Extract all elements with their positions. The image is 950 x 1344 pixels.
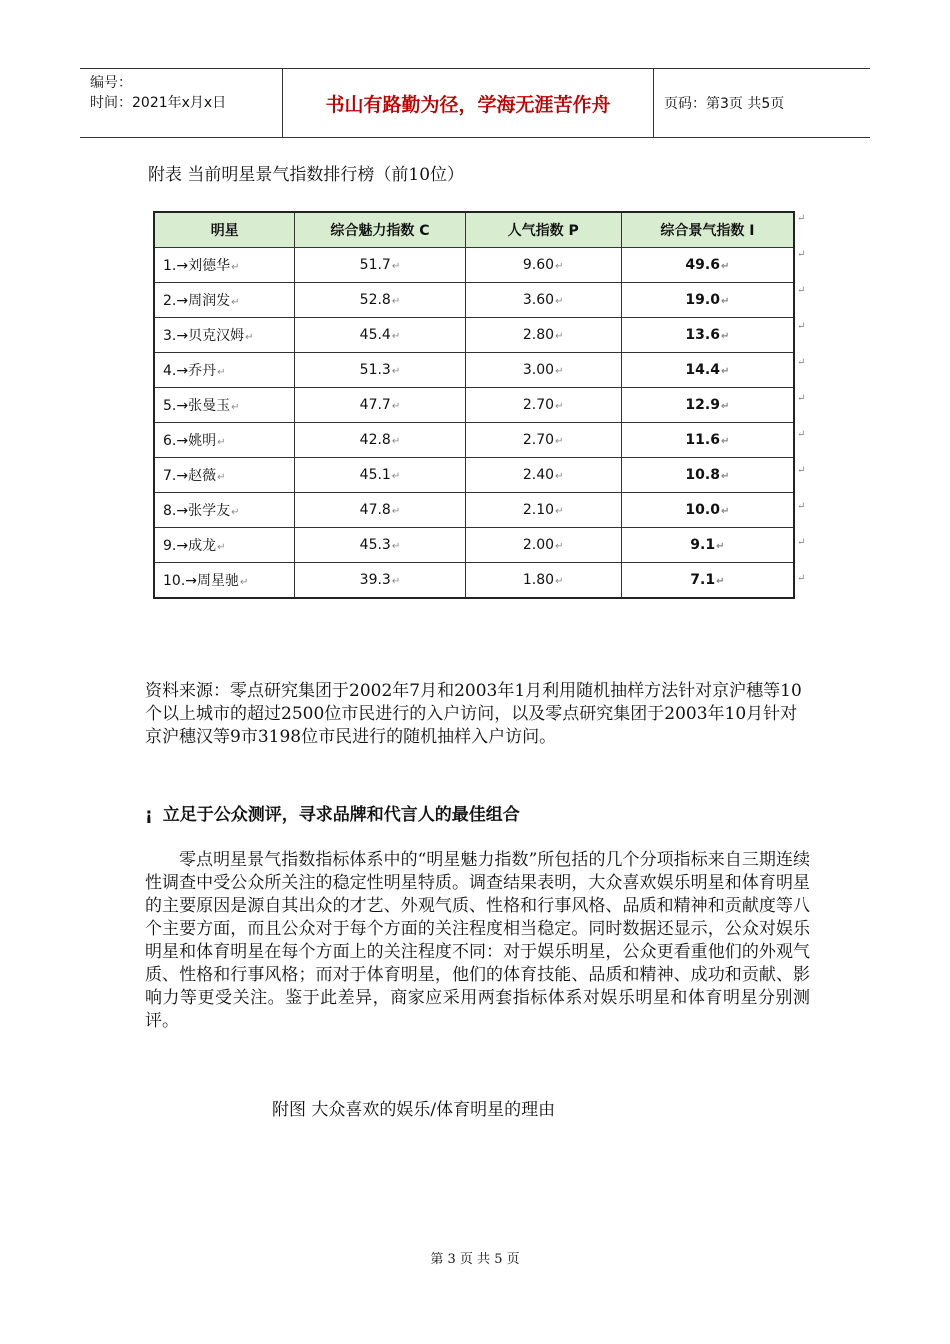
cell-overall: 49.6↵ — [621, 248, 794, 283]
table-row — [154, 353, 794, 388]
cell-overall: 10.8↵ — [621, 458, 794, 493]
paragraph-mark-icon: ↵ — [391, 576, 401, 587]
paragraph-mark-icon: ↵ — [231, 297, 240, 308]
paragraph-mark-icon: ↵ — [716, 541, 725, 552]
section-heading — [145, 800, 520, 825]
table-row — [154, 318, 794, 353]
cell-overall: 19.0↵ — [621, 283, 794, 318]
cell-overall: 13.6↵ — [621, 318, 794, 353]
paragraph-mark-icon: ↵ — [231, 507, 240, 518]
paragraph-mark-icon: ↵ — [555, 401, 564, 412]
paragraph-mark-icon: ↵ — [391, 366, 401, 377]
cell-overall: 9.1↵ — [621, 528, 794, 563]
paragraph-mark-icon: ↵ — [720, 366, 730, 377]
cell-star: 2.→周润发↵ — [154, 283, 295, 318]
table-row — [154, 283, 794, 318]
header-charm-index: 综合魅力指数 C — [295, 212, 465, 248]
cell-popularity: 2.40↵ — [465, 458, 621, 493]
cell-popularity: 2.70↵ — [465, 423, 621, 458]
row-end-mark-icon: ↵ — [797, 465, 806, 476]
cell-overall: 11.6↵ — [621, 423, 794, 458]
cell-charm: 45.1↵ — [295, 458, 465, 493]
cell-popularity: 2.80↵ — [465, 318, 621, 353]
paragraph-mark-icon: ↵ — [217, 472, 226, 483]
row-end-mark-icon: ↵ — [797, 501, 806, 512]
paragraph-mark-icon: ↵ — [217, 542, 226, 553]
cell-star: 9.→成龙↵ — [154, 528, 295, 563]
cell-charm: 45.4↵ — [295, 318, 465, 353]
cell-charm: 42.8↵ — [295, 423, 465, 458]
paragraph-mark-icon: ↵ — [391, 506, 401, 517]
paragraph-mark-icon: ↵ — [231, 262, 240, 273]
figure-caption: 附图 大众喜欢的娱乐/体育明星的理由 — [272, 1100, 556, 1120]
cell-popularity: 2.70↵ — [465, 388, 621, 423]
table-row — [154, 528, 794, 563]
header-overall-index: 综合景气指数 I — [621, 212, 794, 248]
row-end-mark-icon: ↵ — [797, 537, 806, 548]
cell-overall: 10.0↵ — [621, 493, 794, 528]
paragraph-mark-icon: ↵ — [555, 436, 564, 447]
paragraph-mark-icon: ↵ — [240, 577, 249, 588]
cell-star: 10.→周星驰↵ — [154, 563, 295, 599]
paragraph-mark-icon: ↵ — [555, 261, 564, 272]
table-row — [154, 458, 794, 493]
header-star: 明星 — [154, 212, 295, 248]
header-number: 编号： — [90, 75, 132, 91]
header-meta — [80, 69, 282, 137]
paragraph-mark-icon: ↵ — [231, 402, 240, 413]
paragraph-mark-icon: ↵ — [555, 576, 564, 587]
table-header-row — [154, 212, 794, 248]
paragraph-mark-icon: ↵ — [555, 506, 564, 517]
page-footer: 第 3 页 共 5 页 — [430, 1252, 520, 1267]
cell-overall: 7.1↵ — [621, 563, 794, 599]
table-row — [154, 388, 794, 423]
cell-popularity: 1.80↵ — [465, 563, 621, 599]
cell-popularity: 2.10↵ — [465, 493, 621, 528]
paragraph-mark-icon: ↵ — [720, 471, 730, 482]
paragraph-mark-icon: ↵ — [555, 296, 564, 307]
table-row — [154, 423, 794, 458]
header-time: 时间：2021年x月x日 — [90, 95, 227, 111]
bullet-glyph: ¡ — [145, 805, 153, 825]
cell-overall: 14.4↵ — [621, 353, 794, 388]
row-end-mark-icon: ↵ — [797, 393, 806, 404]
paragraph-mark-icon: ↵ — [555, 541, 564, 552]
paragraph-mark-icon: ↵ — [720, 296, 730, 307]
row-end-mark-icon: ↵ — [797, 357, 806, 368]
paragraph-mark-icon: ↵ — [555, 366, 564, 377]
row-end-mark-icon: ↵ — [797, 249, 806, 260]
header-motto: 书山有路勤为径，学海无涯苦作舟 — [282, 69, 654, 137]
row-end-mark-icon: ↵ — [797, 213, 806, 224]
cell-charm: 39.3↵ — [295, 563, 465, 599]
paragraph-mark-icon: ↵ — [217, 437, 226, 448]
table-row — [154, 248, 794, 283]
cell-popularity: 2.00↵ — [465, 528, 621, 563]
cell-charm: 52.8↵ — [295, 283, 465, 318]
cell-charm: 45.3↵ — [295, 528, 465, 563]
paragraph-mark-icon: ↵ — [555, 331, 564, 342]
paragraph-mark-icon: ↵ — [391, 471, 401, 482]
paragraph-mark-icon: ↵ — [720, 506, 730, 517]
paragraph-mark-icon: ↵ — [720, 331, 730, 342]
cell-popularity: 3.60↵ — [465, 283, 621, 318]
row-end-mark-icon: ↵ — [797, 321, 806, 332]
paragraph-mark-icon: ↵ — [217, 367, 226, 378]
source-note: 资料来源：零点研究集团于2002年7月和2003年1月利用随机抽样方法针对京沪穗等10个以上城市的超过2500位市民进行的入户访问，以及零点研究集团于2003年10月针对京沪穗汉等9市3198位市民进行的随机抽样入户访问。 — [145, 681, 802, 747]
paragraph-mark-icon: ↵ — [391, 296, 401, 307]
paragraph-mark-icon: ↵ — [720, 261, 730, 272]
cell-star: 4.→乔丹↵ — [154, 353, 295, 388]
cell-star: 8.→张学友↵ — [154, 493, 295, 528]
cell-star: 1.→刘德华↵ — [154, 248, 295, 283]
cell-charm: 47.8↵ — [295, 493, 465, 528]
table-row — [154, 493, 794, 528]
cell-star: 3.→贝克汉姆↵ — [154, 318, 295, 353]
row-end-mark-icon: ↵ — [797, 573, 806, 584]
page-header — [80, 68, 870, 138]
header-popularity-index: 人气指数 P — [465, 212, 621, 248]
row-end-marks — [797, 213, 811, 609]
cell-popularity: 9.60↵ — [465, 248, 621, 283]
section-title: 立足于公众测评，寻求品牌和代言人的最佳组合 — [162, 805, 520, 825]
cell-charm: 47.7↵ — [295, 388, 465, 423]
paragraph-mark-icon: ↵ — [391, 261, 401, 272]
row-end-mark-icon: ↵ — [797, 285, 806, 296]
cell-charm: 51.3↵ — [295, 353, 465, 388]
cell-popularity: 3.00↵ — [465, 353, 621, 388]
cell-star: 5.→张曼玉↵ — [154, 388, 295, 423]
paragraph-mark-icon: ↵ — [391, 331, 401, 342]
paragraph-mark-icon: ↵ — [391, 541, 401, 552]
table-body — [154, 248, 794, 599]
paragraph-mark-icon: ↵ — [720, 401, 730, 412]
paragraph-mark-icon: ↵ — [720, 436, 730, 447]
cell-star: 6.→姚明↵ — [154, 423, 295, 458]
header-page: 页码：第3页 共5页 — [664, 96, 785, 112]
table-caption: 附表 当前明星景气指数排行榜（前10位） — [148, 165, 465, 185]
paragraph-mark-icon: ↵ — [245, 332, 254, 343]
paragraph-mark-icon: ↵ — [391, 401, 401, 412]
table-row — [154, 563, 794, 599]
cell-star: 7.→赵薇↵ — [154, 458, 295, 493]
body-paragraph: 零点明星景气指数指标体系中的“明星魅力指数”所包括的几个分项指标来自三期连续性调查中受公众所关注的稳定性明星特质。调查结果表明，大众喜欢娱乐明星和体育明星的主要原因是源自其出众的才艺、外观气质、性格和行事风格、品质和精神和贡献度等八个主要方面，而且公众对于每个方面的关注程度相当稳定。同时数据还显示，公众对娱乐明星和体育明星在每个方面上的关注程度不同：对于娱乐明星，公众更看重他们的外观气质、性格和行事风格；而对于体育明星，他们的体育技能、品质和精神、成功和贡献、影响力等更受关注。鉴于此差异，商家应采用两套指标体系对娱乐明星和体育明星分别测评。 — [145, 850, 810, 1031]
cell-charm: 51.7↵ — [295, 248, 465, 283]
paragraph-mark-icon: ↵ — [391, 436, 401, 447]
ranking-table — [153, 211, 795, 599]
row-end-mark-icon: ↵ — [797, 429, 806, 440]
cell-overall: 12.9↵ — [621, 388, 794, 423]
paragraph-mark-icon: ↵ — [555, 471, 564, 482]
paragraph-mark-icon: ↵ — [716, 576, 725, 587]
